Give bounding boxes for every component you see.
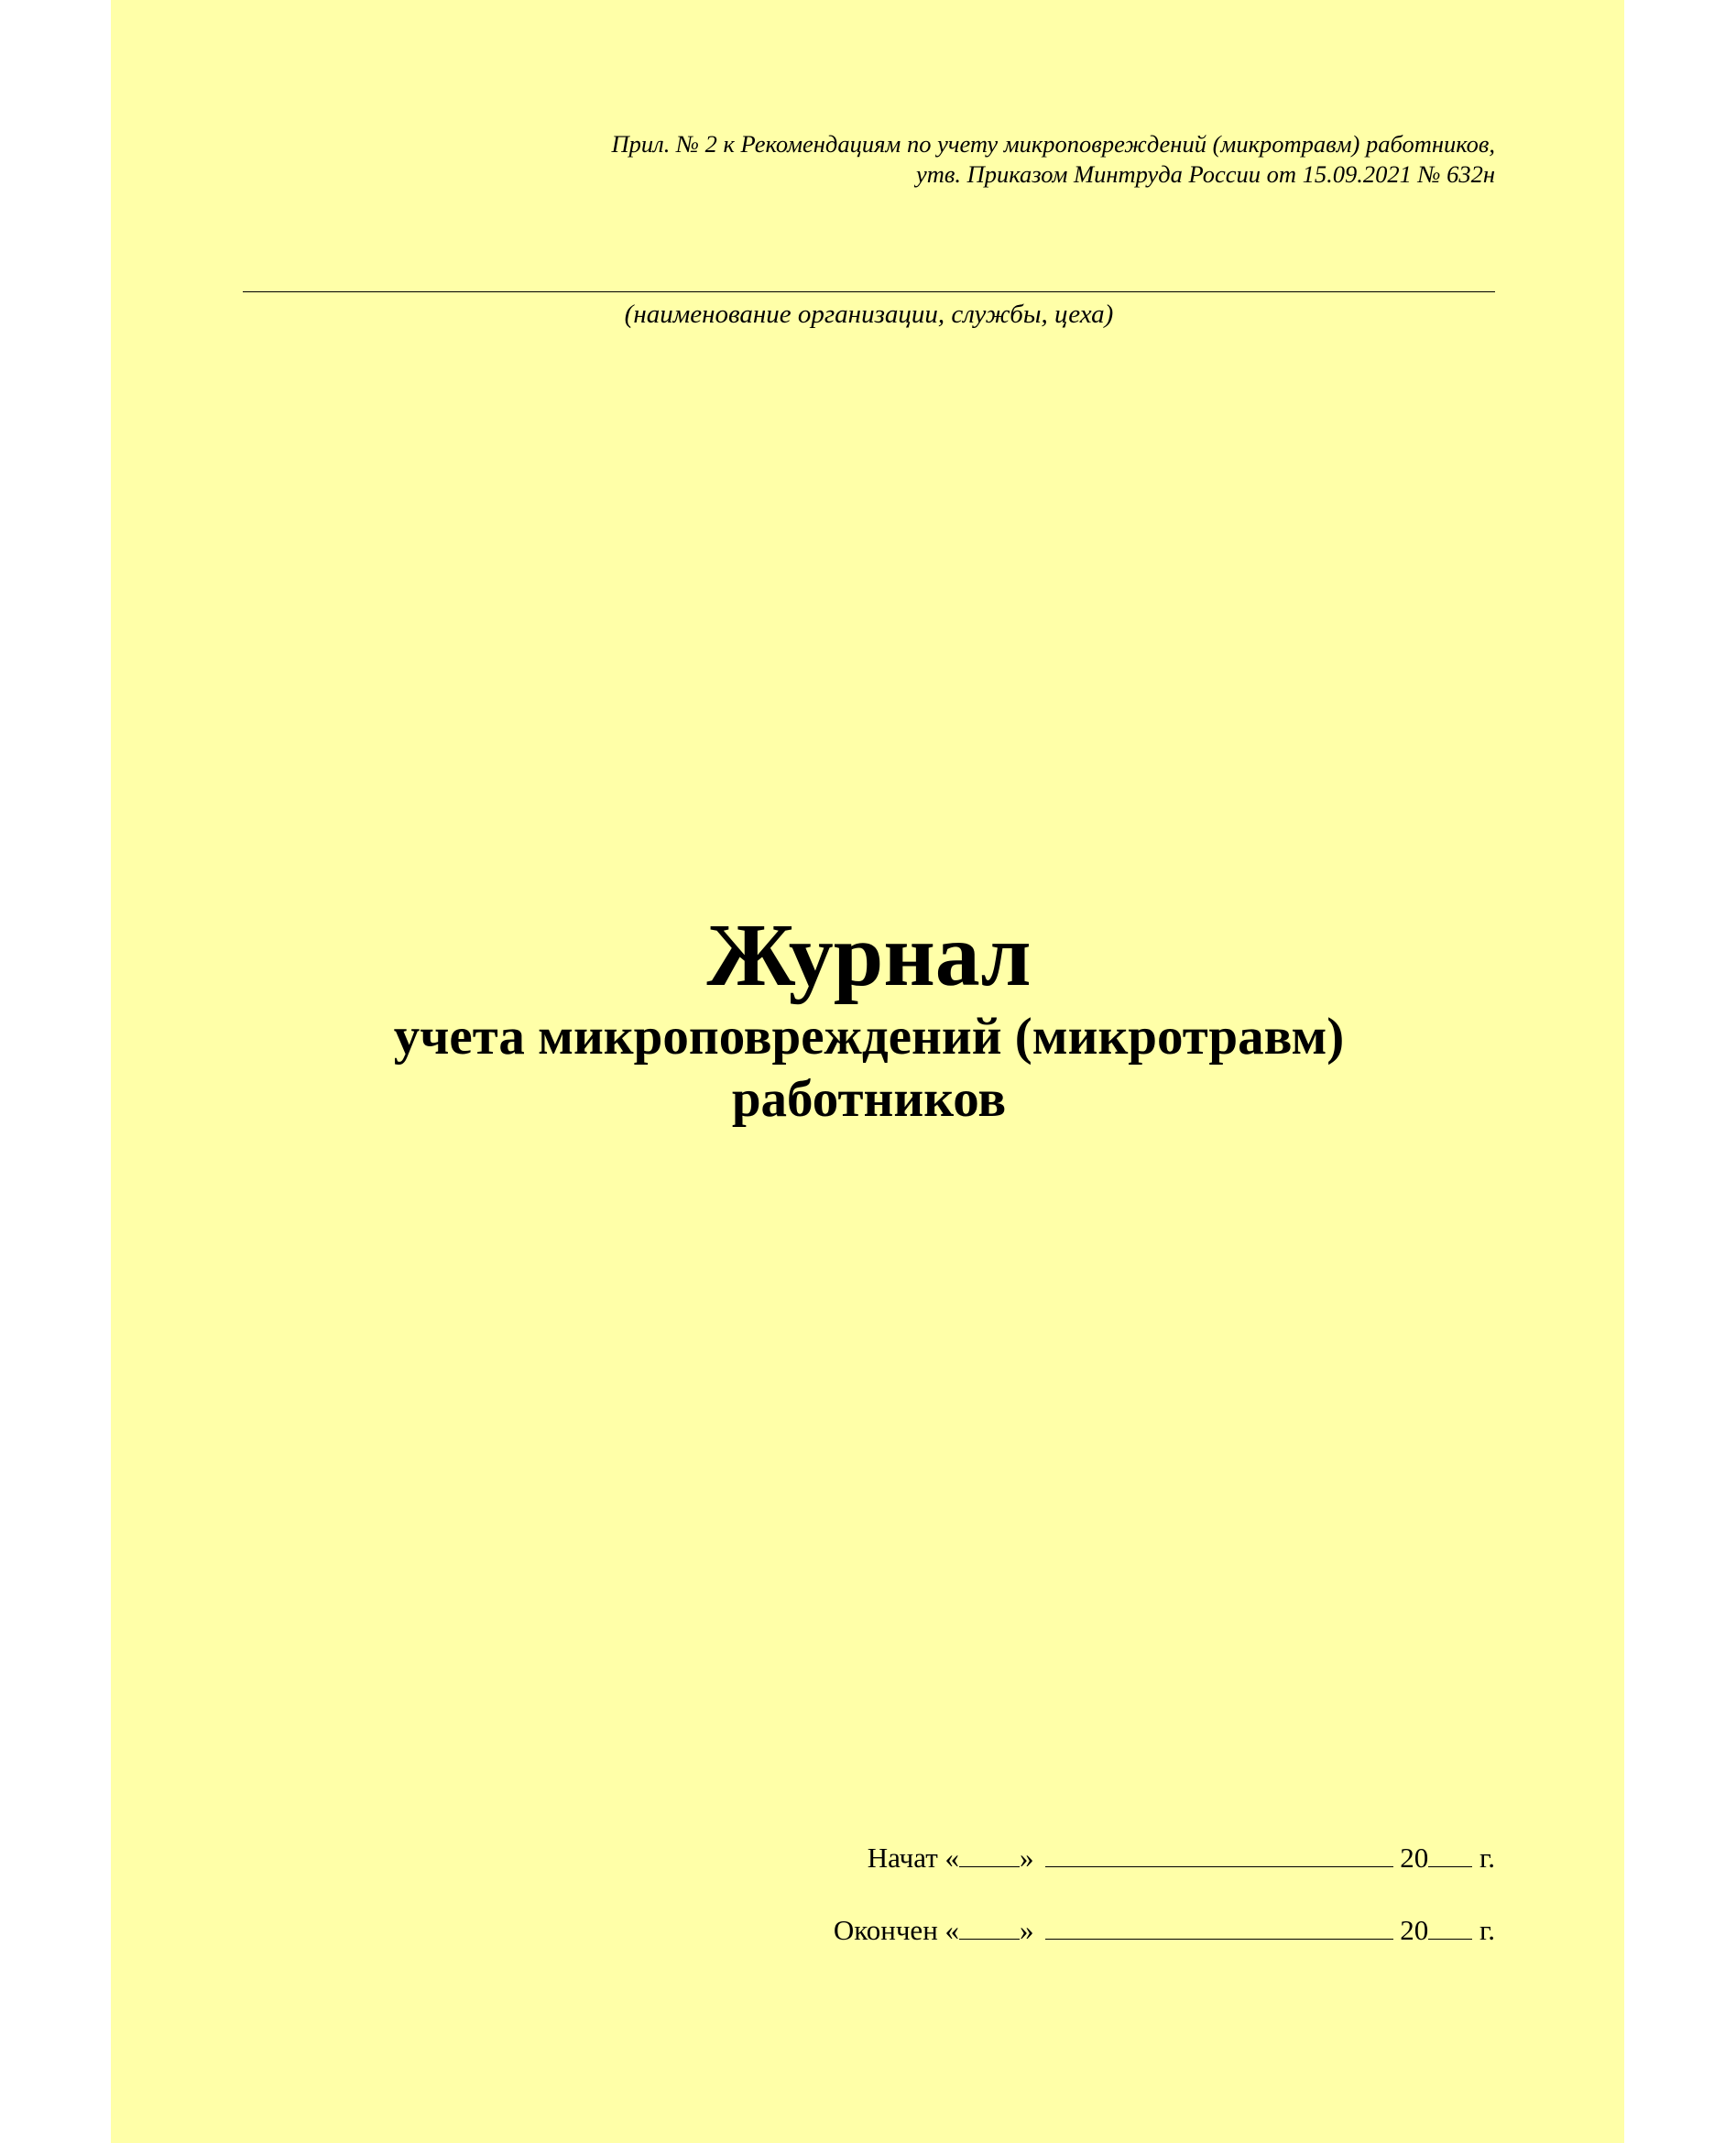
organization-caption: (наименование организации, службы, цеха)	[624, 300, 1114, 329]
end-year-suffix: г.	[1479, 1914, 1495, 1946]
start-day-blank	[959, 1865, 1020, 1867]
appendix-line-2: утв. Приказом Минтруда России от 15.09.2021 № 632н	[915, 160, 1495, 188]
start-year-prefix: 20	[1400, 1842, 1429, 1874]
start-quote-close: »	[1020, 1842, 1034, 1874]
end-day-blank	[959, 1938, 1020, 1940]
start-year-suffix: г.	[1479, 1842, 1495, 1874]
title-subtitle-line-1: учета микроповреждений (микротравм)	[393, 1008, 1345, 1066]
organization-name-line	[243, 291, 1495, 292]
end-year-blank	[1428, 1938, 1472, 1940]
end-month-blank	[1045, 1938, 1393, 1940]
start-date-row	[868, 1840, 1495, 1876]
start-month-blank	[1045, 1865, 1393, 1867]
end-date-label: Окончен «	[833, 1914, 960, 1946]
appendix-reference	[487, 129, 1495, 190]
end-date-row	[834, 1912, 1495, 1949]
title-main: Журнал	[706, 906, 1032, 1005]
journal-title	[243, 905, 1495, 1131]
journal-cover	[111, 0, 1624, 2143]
end-quote-close: »	[1020, 1914, 1034, 1946]
end-year-prefix: 20	[1400, 1914, 1429, 1946]
title-subtitle-line-2: работников	[731, 1070, 1007, 1128]
start-year-blank	[1428, 1865, 1472, 1867]
appendix-line-1: Прил. № 2 к Рекомендациям по учету микроповреждений (микротравм) работников,	[611, 130, 1495, 158]
start-date-label: Начат «	[867, 1842, 960, 1874]
